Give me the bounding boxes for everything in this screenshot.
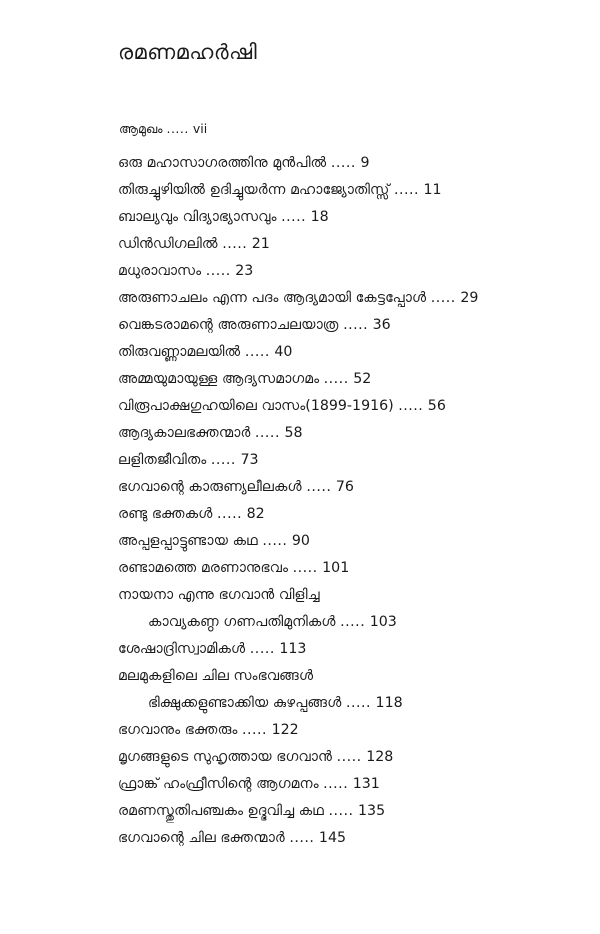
leader-dots: ..... <box>343 317 369 333</box>
toc-page-number: 82 <box>246 506 265 522</box>
toc-entry <box>118 262 588 281</box>
leader-dots: ..... <box>166 121 189 136</box>
toc-page-number: 11 <box>423 182 442 198</box>
leader-dots: ..... <box>254 425 280 441</box>
toc-entry-title: വിരൂപാക്ഷഗുഹയിലെ വാസം(1899-1916) <box>118 398 394 414</box>
toc-entry <box>118 370 588 389</box>
leader-dots: ..... <box>205 263 231 279</box>
leader-dots: ..... <box>340 614 366 630</box>
toc-entry-title: തിരുവണ്ണാമലയിൽ <box>118 344 241 360</box>
leader-dots: ..... <box>289 830 315 846</box>
toc-entry-title: രണ്ടാമത്തെ മരണാനുഭവം <box>118 560 289 576</box>
leader-dots: ..... <box>262 533 288 549</box>
preface-title: ആമുഖം <box>119 121 163 136</box>
toc-page-number: 21 <box>251 236 270 252</box>
leader-dots: ..... <box>210 452 236 468</box>
toc-entry-title: രമണസ്തുതിപഞ്ചകം ഉദ്ഭവിച്ച കഥ <box>118 803 324 819</box>
toc-entry <box>118 667 588 713</box>
toc-page-number: 23 <box>235 263 254 279</box>
toc-page-number: 29 <box>460 290 479 306</box>
toc-page-number: 40 <box>274 344 293 360</box>
toc-page-number: 90 <box>291 533 310 549</box>
toc-entry <box>118 343 588 362</box>
toc-page-number: 145 <box>318 830 347 846</box>
toc-entry-title: തിരുച്ചുഴിയിൽ ഉദിച്ചുയർന്ന മഹാജ്യോതിസ്സ് <box>118 182 390 198</box>
toc-entry-title: ആദ്യകാലഭക്തന്മാർ <box>118 425 251 441</box>
toc-entry-title: ബാല്യവും വിദ്യാഭ്യാസവും <box>118 209 277 225</box>
leader-dots: ..... <box>222 236 248 252</box>
toc-entry-title: ഫ്രാങ്ക് ഹംഫ്രീസിന്റെ ആഗമനം <box>118 776 319 792</box>
toc-page-number: 56 <box>427 398 446 414</box>
leader-dots: ..... <box>398 398 424 414</box>
toc-entry <box>118 586 588 632</box>
toc-entry-title: കാവ്യകണ്ഠ ഗണപതിമുനികൾ <box>148 614 336 630</box>
toc-entry <box>118 532 588 551</box>
toc-page-number: 131 <box>352 776 380 792</box>
leader-dots: ..... <box>323 371 349 387</box>
toc-entry <box>118 748 588 767</box>
toc-entry-title: അരുണാചലം എന്ന പദം ആദ്യമായി കേട്ടപ്പോൾ <box>118 290 427 306</box>
toc-entry <box>118 424 588 443</box>
toc-entry-title: ഭഗവാന്റെ ചില ഭക്തന്മാർ <box>118 830 285 846</box>
toc-entry <box>118 316 588 335</box>
table-of-contents <box>118 154 588 856</box>
toc-page-number: 18 <box>310 209 329 225</box>
toc-page-number: 101 <box>322 560 350 576</box>
toc-entry <box>118 829 588 848</box>
preface-entry <box>119 118 207 140</box>
toc-entry <box>118 721 588 740</box>
leader-dots: ..... <box>393 182 419 198</box>
book-title: രമണമഹർഷി <box>118 40 258 64</box>
toc-entry-title: ഒരു മഹാസാഗരത്തിനു മുൻപിൽ <box>118 155 327 171</box>
leader-dots: ..... <box>242 722 268 738</box>
toc-page-number: 113 <box>279 641 307 657</box>
toc-entry <box>118 802 588 821</box>
leader-dots: ..... <box>249 641 275 657</box>
toc-entry-title-line1: നായനാ എന്നു ഭഗവാൻ വിളിച്ച <box>118 587 320 603</box>
toc-page-number: 73 <box>240 452 259 468</box>
toc-entry-title-line1: മലമുകളിലെ ചില സംഭവങ്ങൾ <box>118 668 314 684</box>
toc-entry-title: ഭഗവാനും ഭക്തരും <box>118 722 238 738</box>
toc-entry-continuation <box>118 694 588 713</box>
toc-entry-title: അമ്മയുമായുള്ള ആദ്യസമാഗമം <box>118 371 320 387</box>
toc-entry <box>118 775 588 794</box>
toc-entry-title: ലളിതജീവിതം <box>118 452 207 468</box>
toc-entry-title: അപ്പളപ്പാട്ടുണ്ടായ കഥ <box>118 533 258 549</box>
leader-dots: ..... <box>292 560 318 576</box>
toc-page-number: 135 <box>358 803 386 819</box>
toc-entry <box>118 154 588 173</box>
toc-entry-title: മൃഗങ്ങളുടെ സുഹൃത്തായ ഭഗവാൻ <box>118 749 333 765</box>
preface-page-number: vii <box>192 121 208 136</box>
toc-page-number: 58 <box>284 425 303 441</box>
leader-dots: ..... <box>330 155 356 171</box>
toc-entry <box>118 505 588 524</box>
toc-page-number: 103 <box>369 614 397 630</box>
toc-entry-title: രണ്ടു ഭക്തകൾ <box>118 506 213 522</box>
toc-entry <box>118 397 588 416</box>
toc-page-number: 128 <box>366 749 394 765</box>
leader-dots: ..... <box>281 209 307 225</box>
toc-entry-continuation <box>118 613 588 632</box>
toc-page-number: 118 <box>375 695 403 711</box>
toc-entry <box>118 640 588 659</box>
toc-entry-title: ഭിക്ഷുക്കളുണ്ടാക്കിയ കുഴപ്പങ്ങൾ <box>148 695 342 711</box>
toc-page-number: 36 <box>372 317 391 333</box>
leader-dots: ..... <box>217 506 243 522</box>
toc-entry <box>118 181 588 200</box>
toc-entry <box>118 559 588 578</box>
toc-entry-title: വെങ്കടരാമന്റെ അരുണാചലയാത്ര <box>118 317 339 333</box>
leader-dots: ..... <box>345 695 372 711</box>
toc-entry-title: ഭഗവാന്റെ കാരുണ്യലീലകൾ <box>118 479 302 495</box>
toc-entry <box>118 235 588 254</box>
toc-entry <box>118 451 588 470</box>
leader-dots: ..... <box>306 479 332 495</box>
toc-entry-title: മധുരാവാസം <box>118 263 202 279</box>
leader-dots: ..... <box>328 803 354 819</box>
toc-entry-title: ഡിൻഡിഗലിൽ <box>118 236 218 252</box>
leader-dots: ..... <box>244 344 270 360</box>
toc-page-number: 76 <box>335 479 354 495</box>
leader-dots: ..... <box>336 749 362 765</box>
toc-entry <box>118 478 588 497</box>
leader-dots: ..... <box>323 776 349 792</box>
leader-dots: ..... <box>430 290 456 306</box>
toc-page-number: 52 <box>353 371 372 387</box>
toc-page-number: 9 <box>360 155 370 171</box>
toc-entry-title: ശേഷാദ്രിസ്വാമികൾ <box>118 641 246 657</box>
toc-entry <box>118 289 588 308</box>
toc-entry <box>118 208 588 227</box>
toc-page-number: 122 <box>271 722 299 738</box>
